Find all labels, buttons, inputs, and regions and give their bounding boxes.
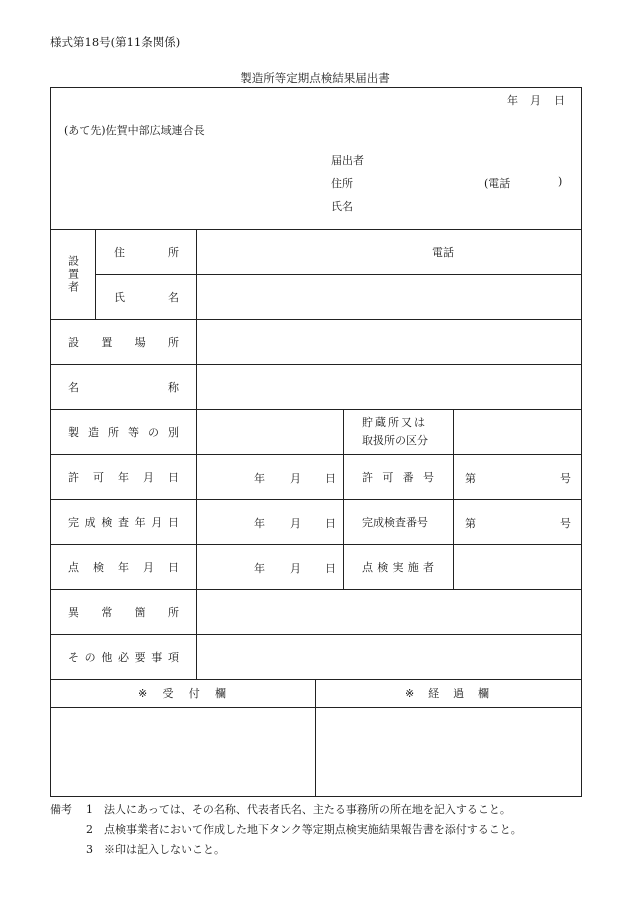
header-day: 日 (554, 94, 565, 107)
completion-month-unit: 月 (290, 517, 301, 530)
storage-class-line2: 取扱所の区分 (362, 433, 428, 447)
facility-name-label (68, 364, 179, 409)
remark-text: 法人にあっては、その名称、代表者氏名、主たる事務所の所在地を記入すること。 (104, 803, 511, 816)
permit-day-unit: 日 (325, 472, 336, 485)
label-char: 可 (382, 470, 394, 484)
label-char: 月 (151, 515, 163, 529)
notifier-address-label: 住所 (331, 177, 353, 190)
page-title: 製造所等定期点検結果届出書 (240, 71, 390, 85)
header-month: 月 (530, 94, 541, 107)
label-char: 付 (188, 687, 200, 700)
label-char: 日 (168, 560, 179, 574)
label-char: 成 (84, 515, 96, 529)
completion-number-prefix: 第 (465, 517, 476, 530)
label-char: 常 (101, 605, 113, 619)
inspection-month-unit: 月 (290, 562, 301, 575)
remarks-spacer (50, 840, 86, 860)
label-char: 氏 (114, 290, 125, 304)
label-char: 年 (134, 515, 146, 529)
label-char: 等 (128, 425, 139, 439)
remark-text: 点検事業者において作成した地下タンク等定期点検実施結果報告書を添付すること。 (104, 823, 522, 836)
notifier-phone-close: ) (558, 175, 563, 188)
notifier-name-label: 氏名 (331, 200, 353, 213)
label-char: 査 (117, 515, 129, 529)
label-char: 日 (167, 515, 179, 529)
remark-number: 3 (86, 843, 93, 856)
remarks-heading: 備考 (50, 803, 72, 816)
divider (453, 409, 454, 589)
completion-number-label (362, 499, 448, 544)
label-char: 所 (108, 425, 119, 439)
label-char: 場 (134, 335, 146, 349)
label-char: 置 (101, 335, 113, 349)
installer-phone-label (343, 229, 543, 274)
storage-class-label (362, 409, 453, 454)
label-char: 日 (168, 470, 179, 484)
permit-year-unit: 年 (254, 472, 265, 485)
completion-number-suffix: 号 (560, 517, 571, 530)
label-char: 年 (118, 470, 129, 484)
remark-row (50, 800, 522, 820)
installer-address-label (114, 229, 179, 274)
label-char: 項 (167, 650, 179, 664)
installer-name-label (114, 274, 179, 319)
other-label (68, 634, 179, 679)
completion-date-label (68, 499, 179, 544)
label-char: 所 (168, 245, 179, 259)
label-char: 設 (68, 335, 79, 349)
label-char: 点 (68, 560, 79, 574)
label-char: 可 (93, 470, 104, 484)
header-year: 年 (507, 94, 518, 107)
facility-type-label (68, 409, 179, 454)
remarks-spacer (50, 820, 86, 840)
installer-label (50, 229, 95, 319)
label-char: 経 (428, 687, 440, 700)
divider (196, 229, 197, 679)
abnormal-label (68, 589, 179, 634)
permit-number-prefix: 第 (465, 472, 476, 485)
label-char: 検 (377, 560, 389, 574)
label-char: 製 (68, 425, 79, 439)
divider (343, 409, 344, 589)
label-char: 月 (143, 560, 154, 574)
inspection-date-label (68, 544, 179, 589)
label-char: 受 (162, 687, 174, 700)
label-char: ※ (138, 686, 148, 700)
label-char: 住 (114, 245, 125, 259)
inspector-label (362, 544, 434, 589)
label-char: 許 (362, 470, 373, 484)
remark-row (50, 840, 522, 860)
location-label (68, 319, 179, 364)
remark-number: 1 (86, 803, 93, 816)
label-char: そ (68, 650, 79, 664)
progress-column-header (405, 679, 489, 707)
remark-text: ※印は記入しないこと。 (104, 843, 225, 856)
label-char: 許 (68, 470, 79, 484)
label-char: 必 (117, 650, 129, 664)
installer-label-text: 設置者 (66, 254, 80, 294)
label-char: 欄 (477, 687, 489, 700)
label-char: 番 (402, 470, 414, 484)
label-char: ※ (405, 686, 415, 700)
permit-number-suffix: 号 (560, 472, 571, 485)
inspection-day-unit: 日 (325, 562, 336, 575)
permit-month-unit: 月 (290, 472, 301, 485)
label-char: 過 (453, 687, 465, 700)
label-char: 検 (101, 515, 113, 529)
form-number: 様式第18号(第11条関係) (50, 35, 181, 49)
remark-row (50, 820, 522, 840)
label-char: 号 (422, 470, 434, 484)
label-char: 施 (407, 560, 419, 574)
label-char: 異 (68, 605, 79, 619)
label-char: 点 (362, 560, 373, 574)
completion-number-text: 完成検査番号 (362, 515, 428, 529)
label-char: 箇 (134, 605, 146, 619)
divider (95, 229, 96, 319)
divider (50, 707, 582, 708)
permit-date-label (68, 454, 179, 499)
label-char: 称 (168, 380, 179, 394)
label-char: 別 (168, 425, 179, 439)
label-char: 所 (167, 335, 179, 349)
inspection-year-unit: 年 (254, 562, 265, 575)
label-char: 他 (101, 650, 113, 664)
notifier-phone-open: (電話 (484, 177, 511, 190)
remarks (50, 800, 522, 860)
storage-class-line1: 貯蔵所又は (362, 415, 427, 429)
label-char: 欄 (214, 687, 226, 700)
label-char: 年 (118, 560, 129, 574)
completion-day-unit: 日 (325, 517, 336, 530)
permit-number-label (362, 454, 434, 499)
label-char: 月 (143, 470, 154, 484)
installer-phone-text: 電話 (432, 245, 454, 259)
label-char: 所 (167, 605, 179, 619)
label-char: 名 (68, 380, 79, 394)
divider (315, 679, 316, 797)
label-char: 事 (151, 650, 163, 664)
receipt-column-header (138, 679, 226, 707)
label-char: 検 (93, 560, 104, 574)
remark-number: 2 (86, 823, 93, 836)
label-char: 要 (134, 650, 146, 664)
label-char: の (148, 425, 159, 439)
notifier-label: 届出者 (331, 154, 364, 167)
label-char: 完 (68, 515, 79, 529)
label-char: 造 (88, 425, 99, 439)
addressee: (あて先)佐賀中部広域連合長 (64, 124, 205, 137)
label-char: 実 (392, 560, 404, 574)
divider (50, 679, 582, 680)
label-char: 者 (423, 560, 434, 574)
label-char: の (84, 650, 96, 664)
label-char: 名 (168, 290, 179, 304)
completion-year-unit: 年 (254, 517, 265, 530)
